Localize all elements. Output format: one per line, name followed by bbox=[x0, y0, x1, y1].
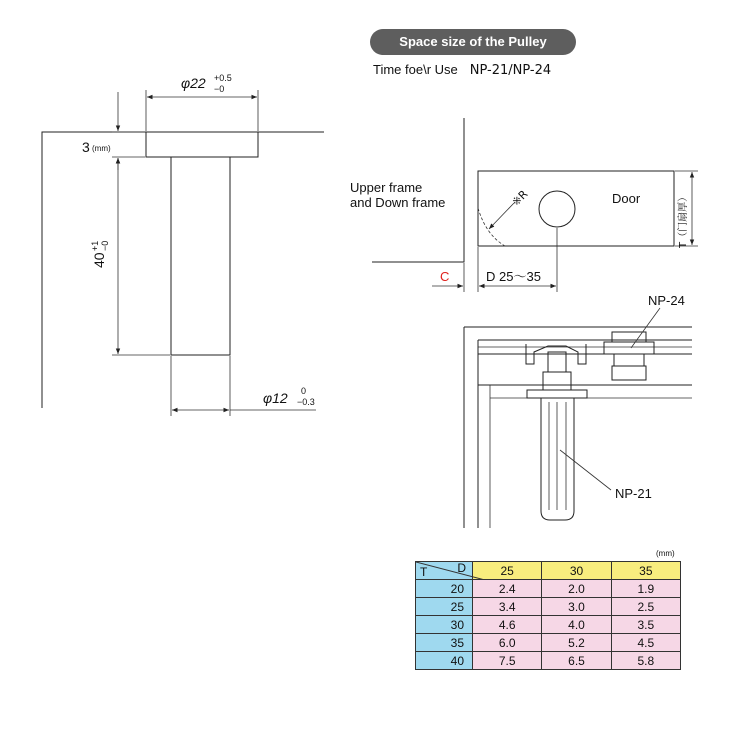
table-cell: 2.0 bbox=[542, 580, 611, 598]
clearance-table bbox=[415, 561, 681, 670]
table-row bbox=[416, 598, 681, 616]
radius-label: ※R bbox=[509, 187, 531, 209]
pin-shaft bbox=[171, 157, 230, 355]
frame-outline bbox=[42, 132, 146, 408]
table-row bbox=[416, 652, 681, 670]
table-cell: 7.5 bbox=[473, 652, 542, 670]
np21-nut bbox=[548, 352, 566, 372]
np21-pin bbox=[541, 398, 574, 520]
row-header: 20 bbox=[416, 580, 473, 598]
table-header-row bbox=[416, 562, 681, 580]
shaft-diameter-label: φ12 bbox=[263, 390, 288, 406]
table-cell: 4.6 bbox=[473, 616, 542, 634]
col-header-label: D bbox=[457, 561, 466, 575]
table-cell: 3.0 bbox=[542, 598, 611, 616]
subtitle-text: Time foe\r Use bbox=[373, 62, 458, 77]
row-header-label: T bbox=[420, 565, 428, 579]
pulley-hole bbox=[539, 191, 575, 227]
plan-view bbox=[350, 118, 698, 292]
np24-nut bbox=[614, 354, 644, 366]
frame-label-line-1: Upper frame bbox=[350, 180, 423, 195]
clearance-label: C bbox=[440, 269, 450, 284]
column-header: 25 bbox=[473, 562, 542, 580]
table-cell: 6.5 bbox=[542, 652, 611, 670]
shaft-length-group bbox=[90, 241, 110, 268]
table-cell: 2.5 bbox=[611, 598, 680, 616]
table-cell: 3.5 bbox=[611, 616, 680, 634]
np24-label: NP-24 bbox=[648, 293, 685, 308]
diagram-title: Space size of the Pulley bbox=[370, 29, 576, 55]
table-cell: 6.0 bbox=[473, 634, 542, 652]
column-header: 30 bbox=[542, 562, 611, 580]
row-header: 30 bbox=[416, 616, 473, 634]
head-thickness-unit: (mm) bbox=[92, 144, 111, 153]
shaft-length-label: 40 bbox=[91, 252, 107, 268]
pin-drawing bbox=[42, 73, 324, 416]
model-numbers: NP-21/NP-24 bbox=[469, 63, 552, 78]
row-header: 25 bbox=[416, 598, 473, 616]
table-cell: 5.8 bbox=[611, 652, 680, 670]
table-row bbox=[416, 634, 681, 652]
shaft-tolerance-upper: +1 bbox=[90, 240, 100, 251]
table-row bbox=[416, 616, 681, 634]
head-thickness-label: 3 bbox=[82, 139, 90, 155]
row-header: 40 bbox=[416, 652, 473, 670]
table-cell: 2.4 bbox=[473, 580, 542, 598]
head-tolerance-upper: +0.5 bbox=[214, 73, 232, 83]
head-diameter-label: φ22 bbox=[181, 75, 206, 91]
table-row bbox=[416, 580, 681, 598]
np24-plate bbox=[604, 342, 654, 354]
table-unit: (mm) bbox=[656, 549, 675, 558]
table-cell: 4.0 bbox=[542, 616, 611, 634]
table-cell: 1.9 bbox=[611, 580, 680, 598]
distance-label: D 25～35 bbox=[486, 269, 541, 284]
frame-label-line-2: and Down frame bbox=[350, 195, 446, 210]
section-view bbox=[464, 293, 692, 528]
row-header: 35 bbox=[416, 634, 473, 652]
np21-collar bbox=[543, 372, 571, 390]
pin-head bbox=[146, 132, 258, 157]
table-cell: 3.4 bbox=[473, 598, 542, 616]
np21-flange bbox=[527, 390, 587, 398]
table-cell: 4.5 bbox=[611, 634, 680, 652]
thickness-label: T（门扇厚） bbox=[678, 191, 689, 248]
shaft-tolerance-lower: −0 bbox=[100, 240, 110, 251]
np24-washer bbox=[612, 366, 646, 380]
head-tolerance-lower: −0 bbox=[214, 84, 225, 94]
table-cell: 5.2 bbox=[542, 634, 611, 652]
shaft-tolerance-lower-2: −0.3 bbox=[297, 397, 315, 407]
table-corner bbox=[416, 562, 473, 580]
door-label: Door bbox=[612, 191, 641, 206]
door-outline bbox=[478, 171, 674, 246]
column-header: 35 bbox=[611, 562, 680, 580]
np21-label: NP-21 bbox=[615, 486, 652, 501]
swing-arc bbox=[478, 208, 505, 246]
shaft-tolerance-upper-2: 0 bbox=[301, 386, 307, 396]
